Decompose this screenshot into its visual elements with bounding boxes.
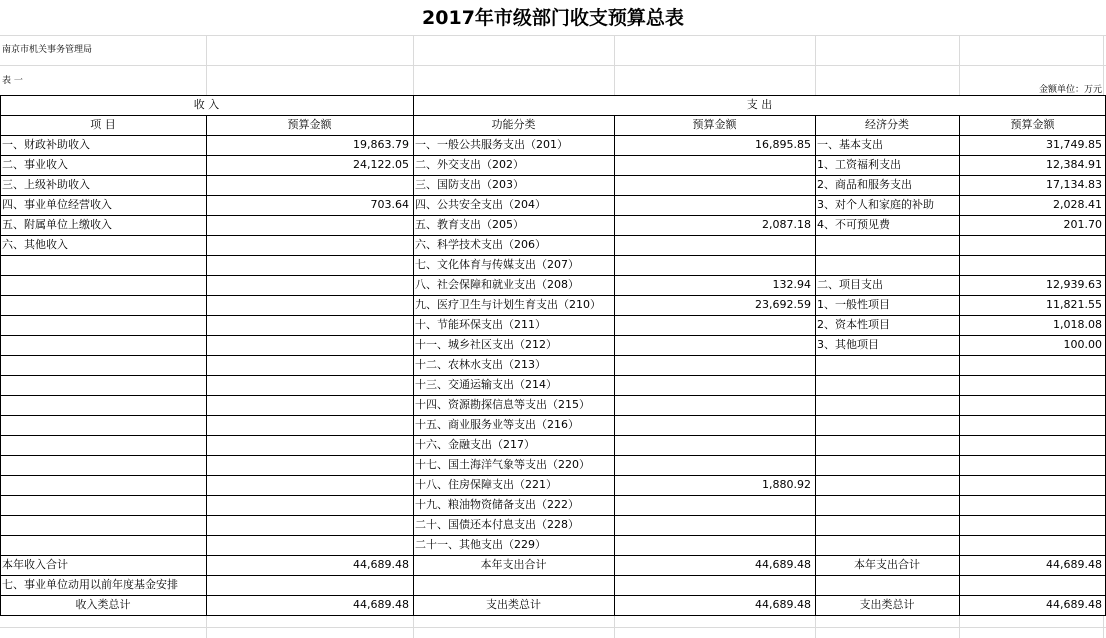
table-rule — [0, 395, 1106, 396]
function-item: 十四、资源勘探信息等支出（215） — [415, 398, 590, 411]
page-title: 2017年市级部门收支预算总表 — [422, 7, 684, 29]
econ-year-total-label: 本年支出合计 — [854, 558, 920, 571]
table-rule — [0, 375, 1106, 376]
economic-amount: 17,134.83 — [1046, 178, 1102, 191]
function-amount: 16,895.85 — [755, 138, 811, 151]
function-item: 八、社会保障和就业支出（208） — [415, 278, 579, 291]
function-class-header: 功能分类 — [491, 118, 536, 131]
function-item: 一、一般公共服务支出（201） — [415, 138, 568, 151]
income-item: 三、上级补助收入 — [2, 178, 90, 191]
economic-amount: 11,821.55 — [1046, 298, 1102, 311]
table-rule — [0, 495, 1106, 496]
function-item: 十五、商业服务业等支出（216） — [415, 418, 579, 431]
function-item: 七、文化体育与传媒支出（207） — [415, 258, 579, 271]
income-item: 四、事业单位经营收入 — [2, 198, 112, 211]
function-item: 十一、城乡社区支出（212） — [415, 338, 557, 351]
function-item: 十二、农林水支出（213） — [415, 358, 546, 371]
gridline — [0, 35, 1106, 36]
economic-amount: 1,018.08 — [1053, 318, 1102, 331]
income-amount: 19,863.79 — [353, 138, 409, 151]
table-rule — [0, 135, 1106, 136]
gridline — [0, 627, 1106, 628]
table-rule — [0, 175, 1106, 176]
prior-fund-label: 七、事业单位动用以前年度基金安排 — [2, 578, 178, 591]
table-rule — [0, 335, 1106, 336]
economic-item: 1、工资福利支出 — [817, 158, 901, 171]
item-header: 项 目 — [90, 118, 116, 131]
gridline — [0, 65, 1106, 66]
table-rule — [0, 615, 1106, 616]
function-budget-header: 预算金额 — [692, 118, 737, 131]
table-rule — [0, 95, 1, 616]
econ-grand-total-amount: 44,689.48 — [1046, 598, 1102, 611]
function-amount: 2,087.18 — [762, 218, 811, 231]
expense-header: 支 出 — [746, 98, 773, 111]
table-rule — [0, 535, 1106, 536]
function-item: 十九、粮油物资储备支出（222） — [415, 498, 579, 511]
function-item: 二、外交支出（202） — [415, 158, 524, 171]
table-rule — [0, 595, 1106, 596]
table-rule — [0, 455, 1106, 456]
function-item: 九、医疗卫生与计划生育支出（210） — [415, 298, 601, 311]
income-item: 六、其他收入 — [2, 238, 68, 251]
table-rule — [413, 95, 414, 616]
economic-amount: 100.00 — [1063, 338, 1102, 351]
function-item: 十八、住房保障支出（221） — [415, 478, 557, 491]
function-item: 二十一、其他支出（229） — [415, 538, 546, 551]
function-item: 六、科学技术支出（206） — [415, 238, 546, 251]
table-rule — [0, 555, 1106, 556]
table-rule — [0, 195, 1106, 196]
table-rule — [0, 415, 1106, 416]
income-item: 五、附属单位上缴收入 — [2, 218, 112, 231]
econ-year-total-amount: 44,689.48 — [1046, 558, 1102, 571]
function-item: 三、国防支出（203） — [415, 178, 524, 191]
economic-item: 2、商品和服务支出 — [817, 178, 912, 191]
economic-item: 1、一般性项目 — [817, 298, 890, 311]
income-header: 收 入 — [193, 98, 220, 111]
expense-grand-total-amount: 44,689.48 — [755, 598, 811, 611]
table-rule — [0, 275, 1106, 276]
expense-year-total-label: 本年支出合计 — [480, 558, 547, 571]
function-item: 四、公共安全支出（204） — [415, 198, 546, 211]
table-rule — [0, 515, 1106, 516]
economic-item: 3、其他项目 — [817, 338, 879, 351]
income-amount: 703.64 — [370, 198, 409, 211]
economic-amount: 2,028.41 — [1053, 198, 1102, 211]
income-year-total-label: 本年收入合计 — [2, 558, 68, 571]
function-item: 十三、交通运输支出（214） — [415, 378, 557, 391]
function-amount: 132.94 — [772, 278, 811, 291]
table-rule — [206, 115, 207, 616]
table-rule — [0, 155, 1106, 156]
function-item: 五、教育支出（205） — [415, 218, 524, 231]
table-rule — [614, 115, 615, 616]
table-rule — [959, 115, 960, 616]
income-grand-total-amount: 44,689.48 — [353, 598, 409, 611]
table-rule — [0, 575, 1106, 576]
expense-grand-total-label: 支出类总计 — [486, 598, 541, 611]
econ-grand-total-label: 支出类总计 — [859, 598, 915, 611]
income-amount: 24,122.05 — [353, 158, 409, 171]
table-rule — [0, 475, 1106, 476]
function-item: 十七、国土海洋气象等支出（220） — [415, 458, 590, 471]
table-rule — [0, 95, 1106, 96]
unit-name: 南京市机关事务管理局 — [2, 45, 93, 55]
table-rule — [0, 115, 1106, 116]
economic-item: 一、基本支出 — [817, 138, 883, 151]
economic-amount: 201.70 — [1063, 218, 1102, 231]
economic-item: 二、项目支出 — [817, 278, 883, 291]
table-rule — [0, 295, 1106, 296]
table-rule — [0, 315, 1106, 316]
economic-budget-header: 预算金额 — [1010, 118, 1055, 131]
economic-class-header: 经济分类 — [865, 118, 909, 131]
function-amount: 23,692.59 — [755, 298, 811, 311]
table-rule — [0, 215, 1106, 216]
unit-label: 金额单位：万元 — [1038, 85, 1102, 95]
table-rule — [0, 235, 1106, 236]
table-rule — [0, 355, 1106, 356]
income-item: 二、事业收入 — [2, 158, 68, 171]
function-item: 二十、国债还本付息支出（228） — [415, 518, 579, 531]
expense-year-total-amount: 44,689.48 — [755, 558, 811, 571]
economic-amount: 12,384.91 — [1046, 158, 1102, 171]
function-amount: 1,880.92 — [762, 478, 811, 491]
economic-item: 4、不可预见费 — [817, 218, 890, 231]
function-item: 十、节能环保支出（211） — [415, 318, 546, 331]
table-rule — [0, 255, 1106, 256]
economic-amount: 31,749.85 — [1046, 138, 1102, 151]
economic-amount: 12,939.63 — [1046, 278, 1102, 291]
function-item: 十六、金融支出（217） — [415, 438, 535, 451]
economic-item: 2、资本性项目 — [817, 318, 890, 331]
income-item: 一、财政补助收入 — [2, 138, 90, 151]
table-rule — [0, 435, 1106, 436]
income-year-total-amount: 44,689.48 — [353, 558, 409, 571]
income-budget-header: 预算金额 — [287, 118, 332, 131]
table-rule — [815, 115, 816, 616]
income-grand-total-label: 收入类总计 — [75, 598, 131, 611]
table-number: 表 一 — [2, 76, 23, 86]
economic-item: 3、对个人和家庭的补助 — [817, 198, 934, 211]
